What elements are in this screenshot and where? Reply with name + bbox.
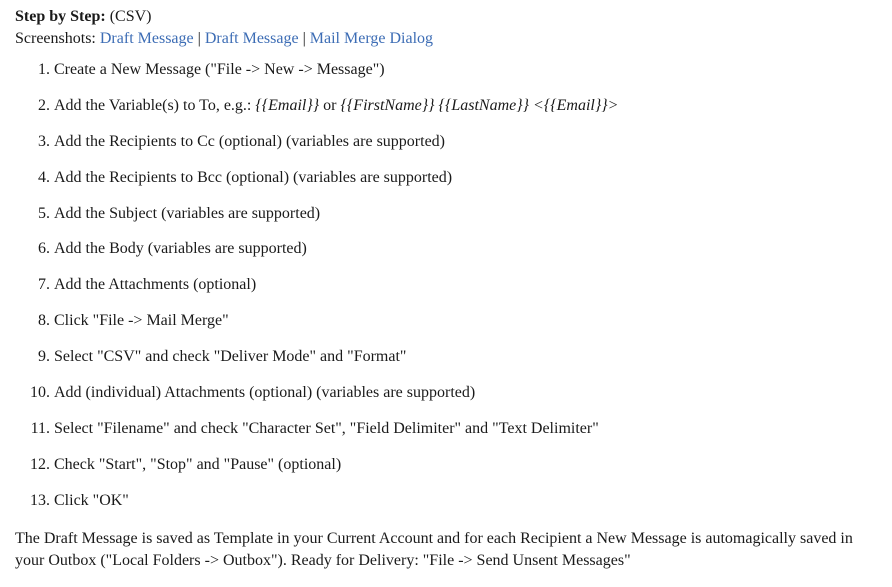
variable-name-email: {{FirstName}} {{LastName}} <{{Email}}> <box>340 96 619 114</box>
step-text: Create a New Message ("File -> New -> Message") <box>54 61 385 78</box>
screenshots-line <box>15 28 882 50</box>
step-text: Click "OK" <box>54 491 129 509</box>
step-text: Add the Attachments (optional) <box>54 276 257 294</box>
step-item <box>54 167 882 189</box>
footer-note: The Draft Message is saved as Template in your Current Account and for each Recipient a New Message is automagically saved in your Outbox ("Local Folders -> Outbox"). Ready for Delivery: "File -> Send Unsent Messages" <box>15 529 853 569</box>
step-item <box>54 59 882 81</box>
step-text: Check "Start", "Stop" and "Pause" (optional) <box>54 455 342 473</box>
step-text: Click "File -> Mail Merge" <box>54 312 229 330</box>
link-separator: | <box>302 30 306 47</box>
screenshot-link-draft-message-2[interactable]: Draft Message <box>204 30 299 47</box>
step-text: Add the Subject (variables are supported) <box>54 204 321 222</box>
step-item <box>54 274 882 296</box>
step-text: Add the Body (variables are supported) <box>54 240 307 258</box>
steps-list <box>15 59 882 512</box>
step-text-prefix: Add the Variable(s) to To, e.g.: <box>54 96 256 114</box>
step-item <box>54 203 882 225</box>
step-item <box>54 418 882 440</box>
screenshot-link-draft-message-1[interactable]: Draft Message <box>99 30 194 47</box>
variable-email: {{Email}} <box>255 96 320 114</box>
link-separator: | <box>197 30 201 47</box>
step-item <box>54 346 882 368</box>
step-text: Add the Recipients to Bcc (optional) (variables are supported) <box>54 168 453 186</box>
screenshots-label: Screenshots: <box>15 30 96 47</box>
step-text-or: or <box>319 96 341 114</box>
heading-label: Step by Step: <box>15 8 106 25</box>
screenshot-link-mail-merge-dialog[interactable]: Mail Merge Dialog <box>309 30 434 47</box>
step-item <box>54 490 882 512</box>
step-item <box>54 454 882 476</box>
section-heading <box>15 6 882 28</box>
step-item <box>54 382 882 404</box>
step-item <box>54 131 882 153</box>
heading-suffix: (CSV) <box>109 8 152 25</box>
step-item <box>54 238 882 260</box>
step-item <box>54 95 882 117</box>
step-text: Select "Filename" and check "Character Set", "Field Delimiter" and "Text Delimiter" <box>54 419 599 437</box>
step-item <box>54 310 882 332</box>
step-text: Select "CSV" and check "Deliver Mode" and "Format" <box>54 348 407 366</box>
step-text: Add the Recipients to Cc (optional) (variables are supported) <box>54 132 445 150</box>
step-text: Add (individual) Attachments (optional) (variables are supported) <box>54 384 476 402</box>
content-area <box>15 6 882 572</box>
